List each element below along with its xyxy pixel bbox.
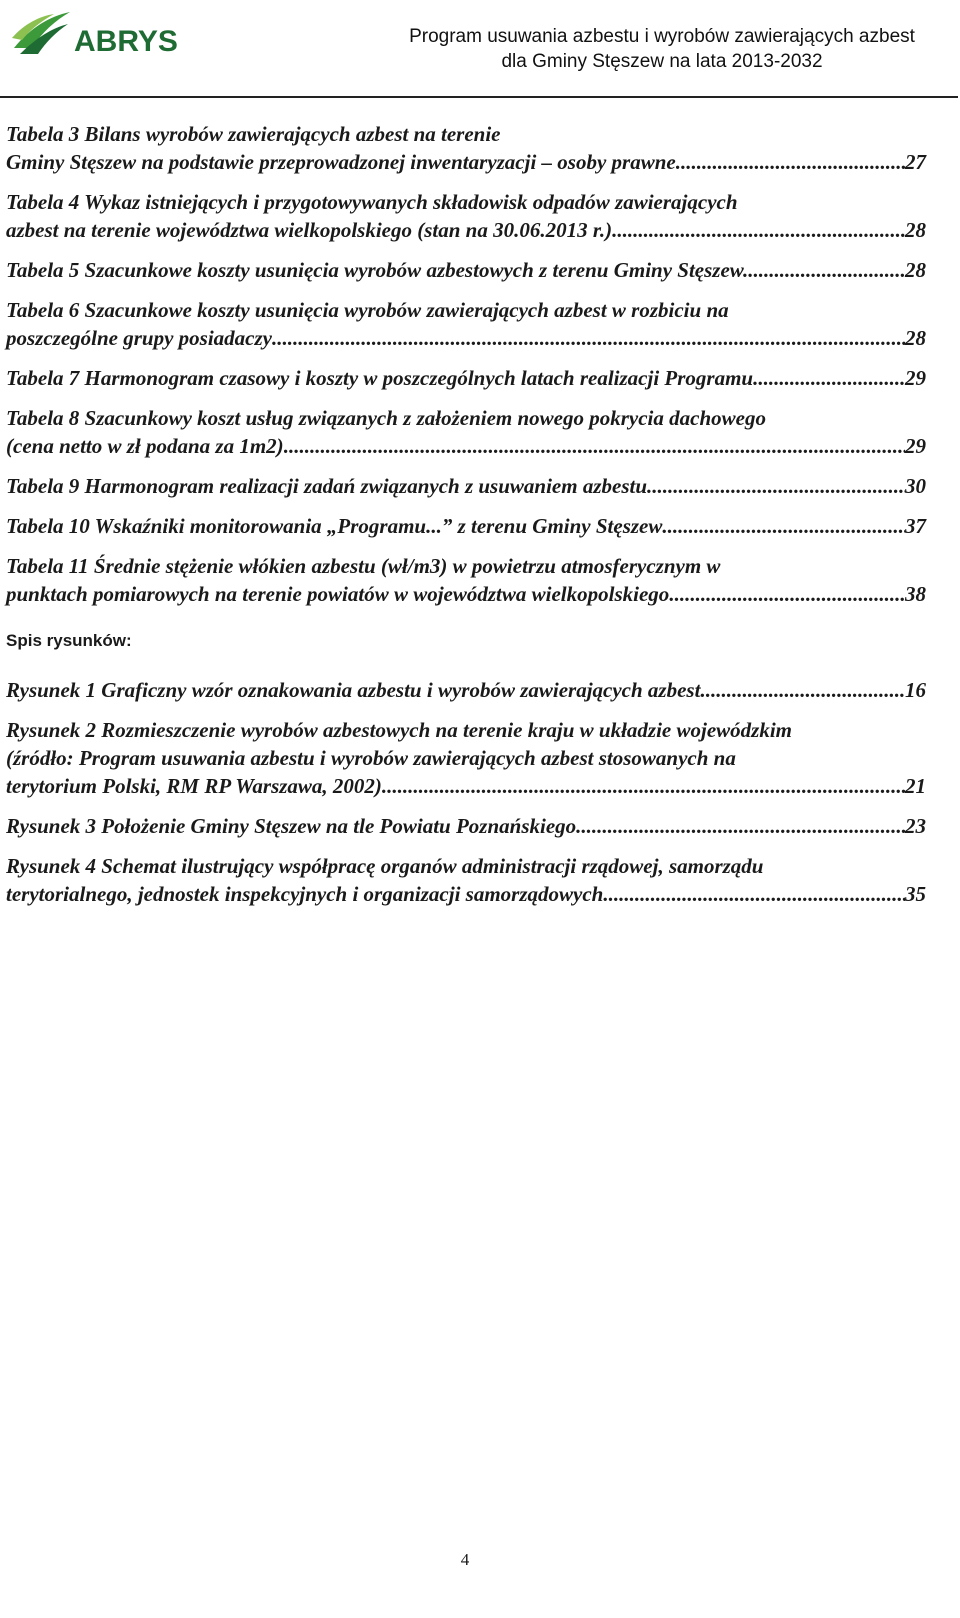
dot-leader [272, 324, 905, 352]
dot-leader [603, 880, 905, 908]
table-entry-title-line: (cena netto w zł podana za 1m2) [6, 434, 284, 458]
table-entry-title-line: Gminy Stęszew na podstawie przeprowadzonej inwentaryzacji – osoby prawne [6, 150, 676, 174]
table-entry-title-line: Tabela 11 Średnie stężenie włókien azbestu (wł/m3) w powietrzu atmosferycznym w [6, 554, 721, 578]
table-entry-title-line: punktach pomiarowych na terenie powiatów w województwa wielkopolskiego [6, 582, 670, 606]
header-divider [0, 96, 958, 98]
figure-entry-leader-line [6, 812, 926, 840]
table-entry-page-number: 28 [905, 326, 926, 350]
figure-entry-page-number: 21 [905, 774, 926, 798]
table-entry-title-line: poszczególne grupy posiadaczy [6, 326, 272, 350]
table-entry-page-number: 28 [905, 258, 926, 282]
figure-entry-page-number: 23 [905, 814, 926, 838]
figures-list [6, 676, 926, 908]
table-entry[interactable] [6, 404, 926, 460]
figure-entry[interactable] [6, 852, 926, 908]
figure-entry-title-line: Rysunek 2 Rozmieszczenie wyrobów azbestowych na terenie kraju w układzie wojewódzkim [6, 718, 793, 742]
table-entry-title-line: Tabela 3 Bilans wyrobów zawierających azbest na terenie [6, 122, 501, 146]
table-entry-title-line: Tabela 10 Wskaźniki monitorowania „Programu...” z terenu Gminy Stęszew [6, 514, 663, 538]
table-entry[interactable] [6, 296, 926, 352]
dot-leader [576, 812, 905, 840]
dot-leader [382, 772, 905, 800]
figure-entry-title-line: (źródło: Program usuwania azbestu i wyrobów zawierających azbest stosowanych na [6, 746, 736, 770]
figure-entry[interactable] [6, 716, 926, 800]
logo-text: ABRYS [74, 25, 178, 58]
table-entry-title-line: Tabela 7 Harmonogram czasowy i koszty w poszczególnych latach realizacji Programu [6, 366, 754, 390]
page-header [0, 0, 960, 98]
figure-entry-title-line: Rysunek 1 Graficzny wzór oznakowania azbestu i wyrobów zawierających azbest [6, 678, 701, 702]
table-entry[interactable] [6, 512, 926, 540]
table-entry-page-number: 29 [905, 434, 926, 458]
page-number: 4 [460, 1550, 470, 1569]
dot-leader [700, 676, 905, 704]
table-entry[interactable] [6, 256, 926, 284]
table-entry-title-line: Tabela 9 Harmonogram realizacji zadań związanych z usuwaniem azbestu [6, 474, 648, 498]
table-entry-title-line: azbest na terenie województwa wielkopolskiego (stan na 30.06.2013 r.) [6, 218, 613, 242]
table-entry-leader-line [6, 256, 926, 284]
figure-entry-title-line: Rysunek 4 Schemat ilustrujący współpracę organów administracji rządowej, samorządu [6, 854, 764, 878]
table-entry-page-number: 29 [905, 366, 926, 390]
table-entry-leader-line [6, 364, 926, 392]
figure-entry-title-line: terytorialnego, jednostek inspekcyjnych i organizacji samorządowych [6, 882, 604, 906]
table-of-contents [6, 120, 926, 920]
dot-leader [753, 364, 905, 392]
figure-entry[interactable] [6, 676, 926, 704]
table-entry-title-line: Tabela 8 Szacunkowy koszt usług związanych z założeniem nowego pokrycia dachowego [6, 406, 766, 430]
table-entry[interactable] [6, 472, 926, 500]
table-entry-leader-line [6, 512, 926, 540]
document-header-title [382, 24, 942, 74]
figure-entry[interactable] [6, 812, 926, 840]
figure-entry-page-number: 16 [905, 678, 926, 702]
dot-leader [748, 256, 905, 284]
figure-entry-title-line: terytorium Polski, RM RP Warszawa, 2002) [6, 774, 382, 798]
table-entry-leader-line [6, 432, 926, 460]
dot-leader [662, 512, 905, 540]
dot-leader [647, 472, 905, 500]
table-entry-leader-line [6, 216, 926, 244]
table-entry-page-number: 37 [905, 514, 926, 538]
dot-leader [284, 432, 905, 460]
figure-entry-page-number: 35 [905, 882, 926, 906]
table-entry[interactable] [6, 120, 926, 176]
dot-leader [612, 216, 905, 244]
table-entry[interactable] [6, 188, 926, 244]
figure-entry-leader-line [6, 772, 926, 800]
table-entry-title-line: Tabela 5 Szacunkowe koszty usunięcia wyrobów azbestowych z terenu Gminy Stęszew. [6, 258, 749, 282]
header-title-line-1: Program usuwania azbestu i wyrobów zawierających azbest [409, 26, 915, 47]
table-entry-page-number: 30 [905, 474, 926, 498]
logo-swoosh-icon [10, 8, 195, 60]
header-title-line-2: dla Gminy Stęszew na lata 2013-2032 [501, 51, 823, 72]
figure-entry-leader-line [6, 880, 926, 908]
abrys-logo [10, 8, 195, 60]
figure-entry-leader-line [6, 676, 926, 704]
table-entry[interactable] [6, 552, 926, 608]
figure-entry-title-line: Rysunek 3 Położenie Gminy Stęszew na tle Powiatu Poznańskiego [6, 814, 577, 838]
table-entry-page-number: 27 [905, 150, 926, 174]
tables-list [6, 120, 926, 608]
table-entry-leader-line [6, 580, 926, 608]
table-entry-title-line: Tabela 6 Szacunkowe koszty usunięcia wyrobów zawierających azbest w rozbiciu na [6, 298, 729, 322]
dot-leader [676, 148, 905, 176]
table-entry-page-number: 28 [905, 218, 926, 242]
figures-heading: Spis rysunków: [6, 631, 132, 650]
table-entry-title-line: Tabela 4 Wykaz istniejących i przygotowywanych składowisk odpadów zawierających [6, 190, 738, 214]
table-entry-leader-line [6, 324, 926, 352]
dot-leader [669, 580, 905, 608]
table-entry-leader-line [6, 148, 926, 176]
table-entry-page-number: 38 [905, 582, 926, 606]
table-entry-leader-line [6, 472, 926, 500]
table-entry[interactable] [6, 364, 926, 392]
